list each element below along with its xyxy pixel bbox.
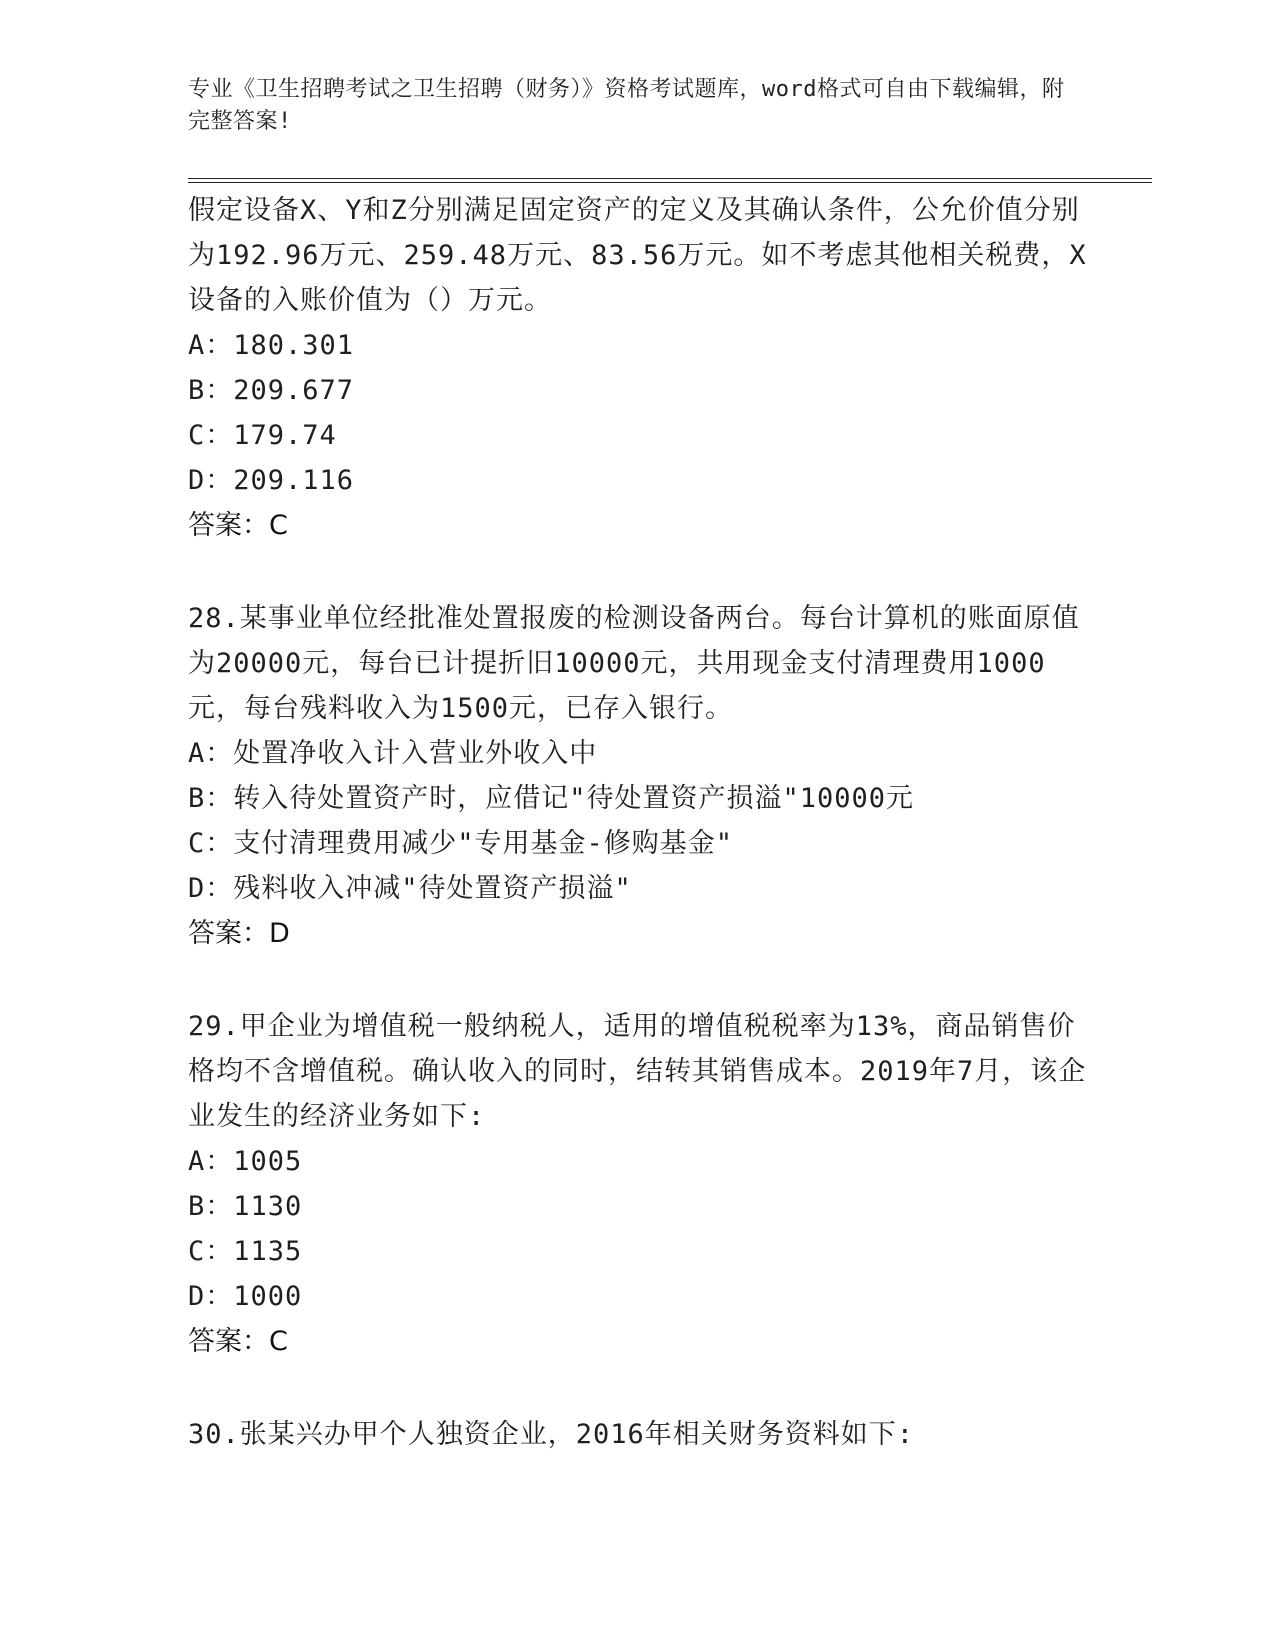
spacer (188, 1364, 1088, 1412)
option-d: D：残料收入冲减"待处置资产损溢" (188, 873, 632, 904)
spacer (188, 956, 1088, 1004)
option-b: B：转入待处置资产时，应借记"待处置资产损溢"10000元 (188, 783, 915, 814)
question-text: 30.张某兴办甲个人独资企业，2016年相关财务资料如下: (188, 1419, 915, 1450)
header-divider-top (188, 178, 1152, 179)
spacer (188, 548, 1088, 596)
question-block (188, 596, 1088, 956)
answer-line: 答案：C (188, 510, 288, 541)
question-text: 28.某事业单位经批准处置报废的检测设备两台。每台计算机的账面原值为20000元，每台已计提折旧10000元，共用现金支付清理费用1000元，每台残料收入为1500元，已存入银行。 (188, 603, 1080, 724)
header-divider-bottom (188, 182, 1152, 183)
option-d: D：1000 (188, 1281, 303, 1312)
question-text: 假定设备X、Y和Z分别满足固定资产的定义及其确认条件，公允价值分别为192.96万元、259.48万元、83.56万元。如不考虑其他相关税费，X设备的入账价值为（）万元。 (188, 195, 1087, 316)
question-list (188, 188, 1088, 1457)
option-d: D：209.116 (188, 465, 355, 496)
option-b: B：1130 (188, 1191, 303, 1222)
question-block (188, 1412, 1088, 1457)
question-block (188, 188, 1088, 548)
option-c: C：179.74 (188, 420, 337, 451)
answer-line: 答案：D (188, 918, 290, 949)
question-block (188, 1004, 1088, 1364)
header-note: 专业《卫生招聘考试之卫生招聘（财务）》资格考试题库，word格式可自由下载编辑，附完整答案! (188, 77, 1065, 134)
option-a: A：1005 (188, 1146, 303, 1177)
option-b: B：209.677 (188, 375, 355, 406)
question-text: 29.甲企业为增值税一般纳税人，适用的增值税税率为13%，商品销售价格均不含增值税。确认收入的同时，结转其销售成本。2019年7月，该企业发生的经济业务如下: (188, 1011, 1087, 1132)
option-a: A：处置净收入计入营业外收入中 (188, 738, 598, 769)
option-c: C：支付清理费用减少"专用基金-修购基金" (188, 828, 734, 859)
option-a: A：180.301 (188, 330, 355, 361)
option-c: C：1135 (188, 1236, 303, 1267)
answer-line: 答案：C (188, 1326, 288, 1357)
